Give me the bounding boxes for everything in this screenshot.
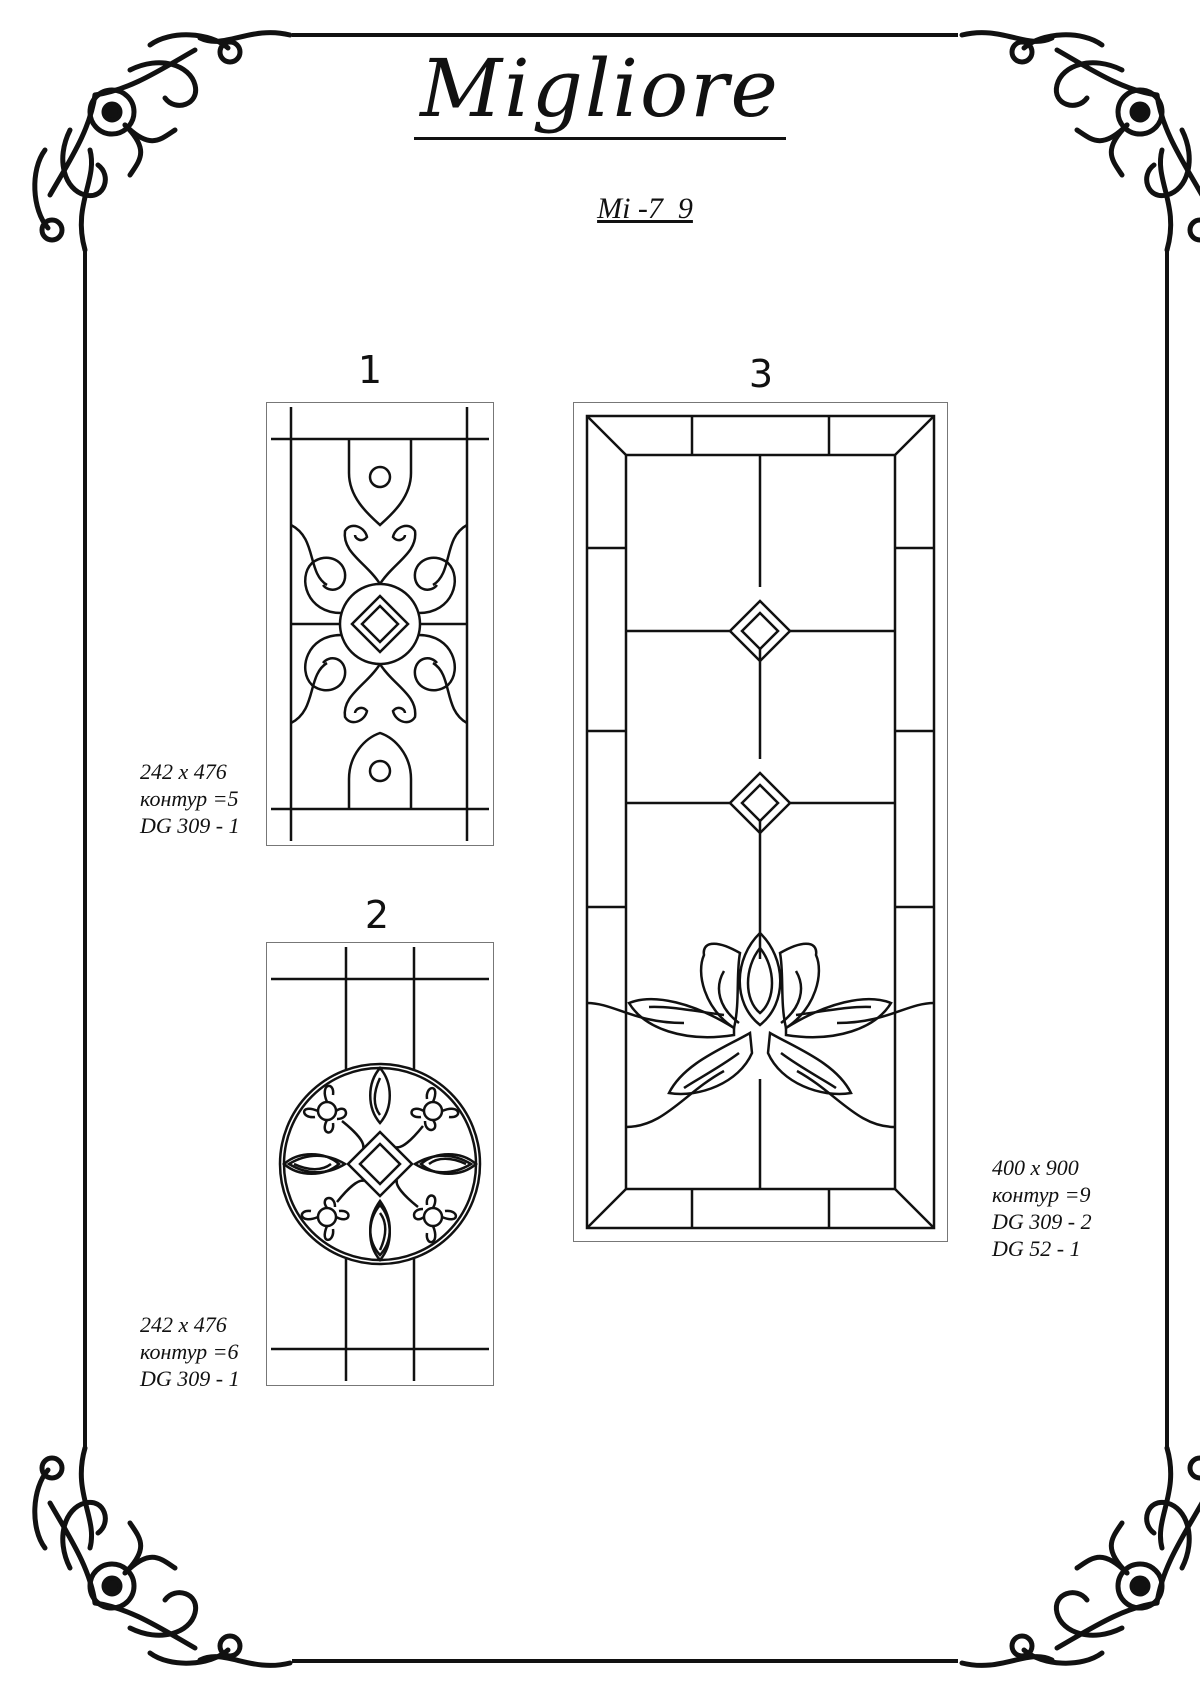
panel-2-size: 242 x 476: [140, 1312, 227, 1337]
panel-3-drawing: [573, 402, 948, 1242]
panel-1-specs: [140, 758, 240, 839]
panel-3-number: 3: [748, 352, 774, 396]
panel-3-specs: [992, 1154, 1092, 1262]
panel-1-number: 1: [357, 348, 383, 392]
panel-3-code-1: DG 309 - 2: [992, 1209, 1092, 1234]
panel-2-code: DG 309 - 1: [140, 1366, 240, 1391]
panel-2-drawing: [266, 942, 494, 1386]
panel-2-number: 2: [364, 893, 390, 937]
panel-3-size: 400 x 900: [992, 1155, 1079, 1180]
brand-logo: Migliore: [0, 42, 1200, 135]
panel-1-drawing: [266, 402, 494, 846]
panel-3-code-2: DG 52 - 1: [992, 1236, 1081, 1261]
panel-1-size: 242 x 476: [140, 759, 227, 784]
model-code: Mi -7 9: [597, 192, 693, 225]
panel-1-code: DG 309 - 1: [140, 813, 240, 838]
panel-1-contour: контур =5: [140, 786, 239, 811]
panel-3-contour: контур =9: [992, 1182, 1091, 1207]
panel-2-contour: контур =6: [140, 1339, 239, 1364]
panel-2-specs: [140, 1311, 240, 1392]
